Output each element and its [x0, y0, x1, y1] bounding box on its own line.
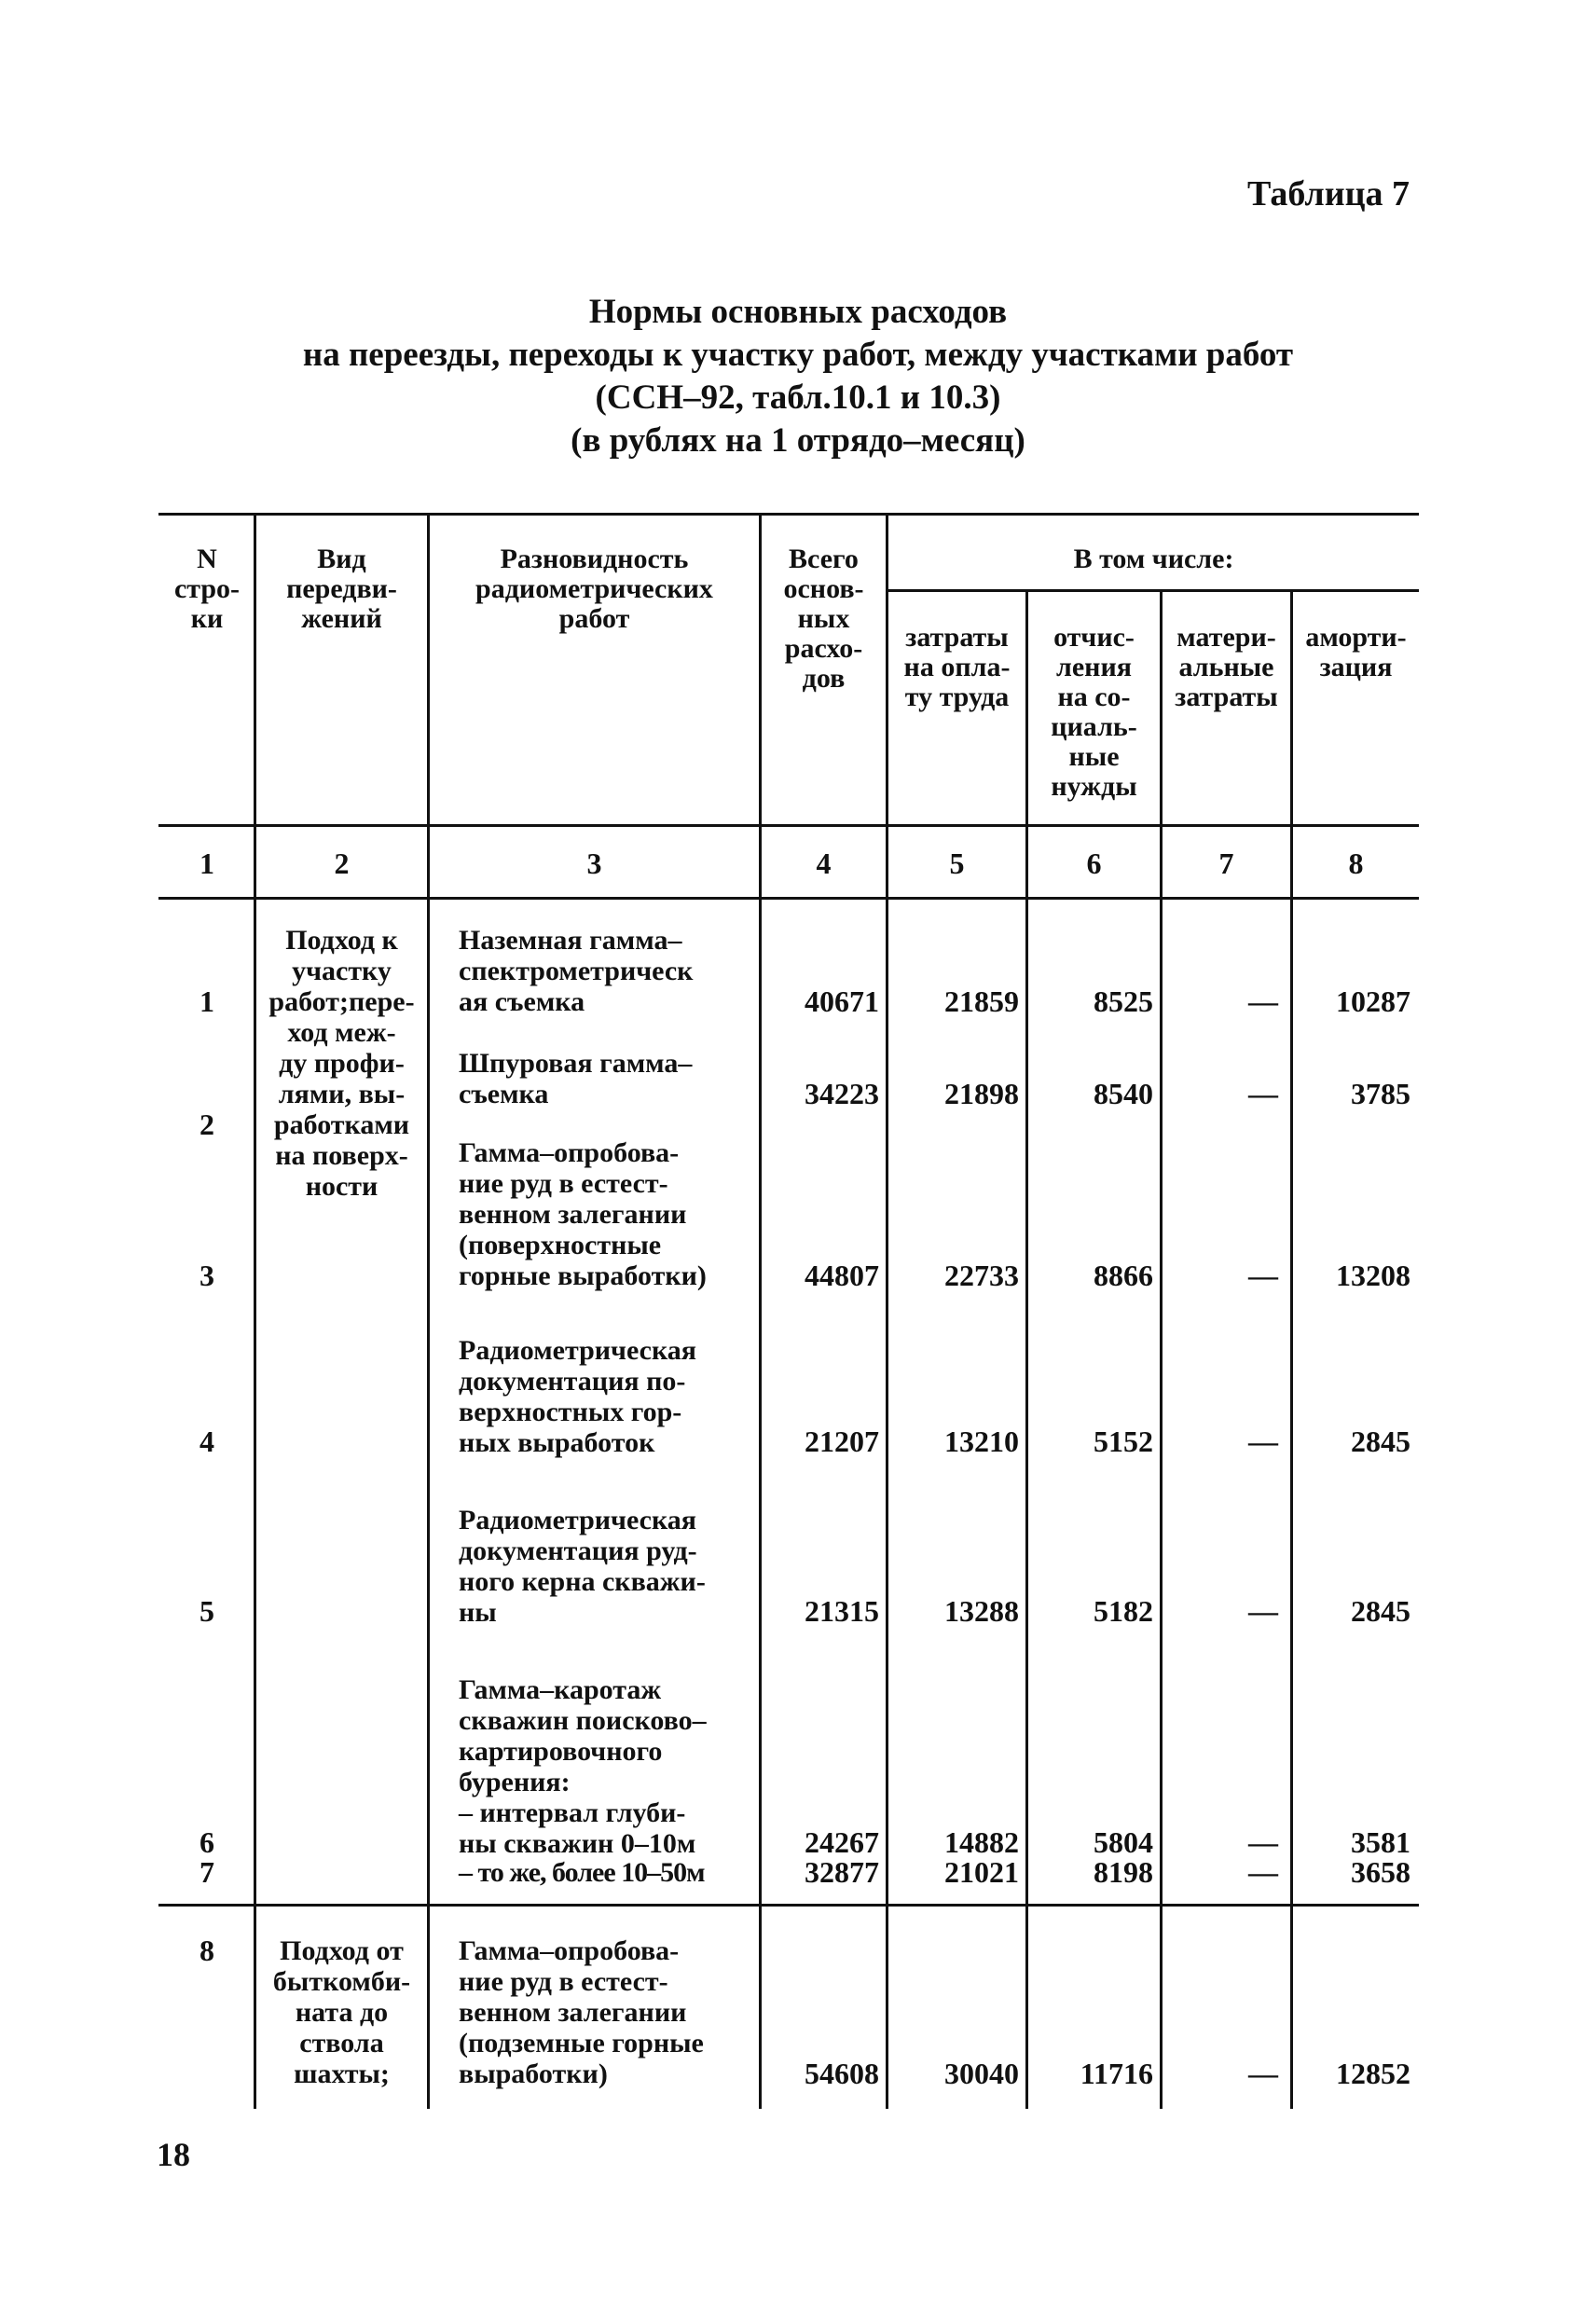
social-value: 8866 [1094, 1259, 1153, 1292]
header-total-expenses: Всего основ- ных расхо- дов [783, 544, 864, 694]
social-value: 8540 [1094, 1077, 1153, 1110]
header-bottom-rule [158, 824, 1419, 827]
work-description: Наземная гамма– спектрометрическ ая съемка [459, 925, 694, 1017]
row-number: 6 [200, 1825, 214, 1859]
group-header-rule [887, 589, 1419, 592]
amortization-value: 3581 [1351, 1825, 1410, 1859]
column-number: 1 [200, 847, 214, 880]
amortization-value: 2845 [1351, 1594, 1410, 1628]
labor-value: 13210 [944, 1425, 1019, 1458]
total-value: 24267 [805, 1825, 879, 1859]
social-value: 11716 [1080, 2057, 1153, 2090]
page-number: 18 [157, 2136, 190, 2173]
header-work-kind: Разновидность радиометрических работ [475, 544, 713, 634]
header-including-group: В том числе: [1073, 544, 1234, 574]
row-number: 2 [200, 1108, 214, 1141]
social-value: 8198 [1094, 1855, 1153, 1889]
column-number: 6 [1086, 847, 1102, 880]
header-social-deductions: отчис- ления на со- циаль- ные нужды [1051, 622, 1137, 802]
amortization-value: 2845 [1351, 1425, 1410, 1458]
work-description: Гамма–каротаж скважин поисково– картировочного бурения: – интервал глуби- ны скважин 0–10м [459, 1674, 707, 1859]
row-number: 7 [200, 1855, 214, 1889]
amortization-value: 3658 [1351, 1855, 1410, 1889]
total-value: 32877 [805, 1855, 879, 1889]
material-value: — [1248, 1594, 1278, 1628]
header-row-number: N стро- ки [173, 544, 241, 634]
row-number: 8 [200, 1934, 214, 1967]
amortization-value: 3785 [1351, 1077, 1410, 1110]
labor-value: 30040 [944, 2057, 1019, 2090]
header-movement-type: Вид передви- жений [286, 544, 397, 634]
column-numbers-rule [158, 897, 1419, 900]
body-rule-2 [427, 897, 430, 2109]
total-value: 34223 [805, 1077, 879, 1110]
material-value: — [1248, 2057, 1278, 2090]
material-value: — [1248, 1855, 1278, 1889]
social-value: 5152 [1094, 1425, 1153, 1458]
social-value: 8525 [1094, 984, 1153, 1018]
material-value: — [1248, 1825, 1278, 1859]
header-amortization: аморти- зация [1305, 622, 1407, 682]
work-description: Шпуровая гамма– съемка [459, 1048, 693, 1109]
material-value: — [1248, 1259, 1278, 1292]
movement-type-underground: Подход от быткомби- ната до ствола шахты; [272, 1935, 411, 2089]
column-number: 8 [1348, 847, 1364, 880]
column-number: 2 [334, 847, 350, 880]
labor-value: 21021 [944, 1855, 1019, 1889]
header-labor-cost: затраты на опла- ту труда [903, 622, 1011, 712]
row-number: 1 [200, 984, 214, 1018]
title-line-1: Нормы основных расходов [588, 293, 1008, 331]
work-description: Радиометрическая документация руд- ного керна скважи- ны [459, 1505, 706, 1628]
column-number: 4 [816, 847, 832, 880]
table-top-rule [158, 513, 1419, 516]
labor-value: 14882 [944, 1825, 1019, 1859]
social-value: 5804 [1094, 1825, 1153, 1859]
labor-value: 21898 [944, 1077, 1019, 1110]
total-value: 44807 [805, 1259, 879, 1292]
total-value: 21207 [805, 1425, 879, 1458]
table-label: Таблица 7 [1246, 174, 1410, 213]
total-value: 21315 [805, 1594, 879, 1628]
column-number: 7 [1218, 847, 1234, 880]
labor-value: 13288 [944, 1594, 1019, 1628]
row-number: 5 [200, 1594, 214, 1628]
movement-type-surface: Подход к участку работ;пере- ход меж- ду профи- лями, вы- работками на поверх- ности [268, 925, 415, 1202]
title-line-2: на переезды, переходы к участку работ, между участками работ [302, 336, 1294, 374]
section-divider-rule [158, 1904, 1419, 1907]
total-value: 40671 [805, 984, 879, 1018]
amortization-value: 13208 [1336, 1259, 1410, 1292]
row-number: 3 [200, 1259, 214, 1292]
amortization-value: 12852 [1336, 2057, 1410, 2090]
column-number: 5 [949, 847, 965, 880]
work-description: – то же, более 10–50м [459, 1857, 705, 1888]
labor-value: 21859 [944, 984, 1019, 1018]
total-value: 54608 [805, 2057, 879, 2090]
row-number: 4 [200, 1425, 214, 1458]
title-line-3: (ССН–92, табл.10.1 и 10.3) [595, 379, 1001, 417]
column-number: 3 [586, 847, 602, 880]
header-material-costs: матери- альные затраты [1175, 622, 1278, 712]
labor-value: 22733 [944, 1259, 1019, 1292]
work-description: Гамма–опробова- ние руд в естест- венном залегании (подземные горные выработки) [459, 1935, 704, 2089]
material-value: — [1248, 984, 1278, 1018]
work-description: Радиометрическая документация по- верхностных гор- ных выработок [459, 1335, 697, 1458]
title-line-4: (в рублях на 1 отрядо–месяц) [571, 421, 1025, 460]
amortization-value: 10287 [1336, 984, 1410, 1018]
social-value: 5182 [1094, 1594, 1153, 1628]
material-value: — [1248, 1077, 1278, 1110]
material-value: — [1248, 1425, 1278, 1458]
work-description: Гамма–опробова- ние руд в естест- венном залегании (поверхностные горные выработки) [459, 1137, 707, 1291]
